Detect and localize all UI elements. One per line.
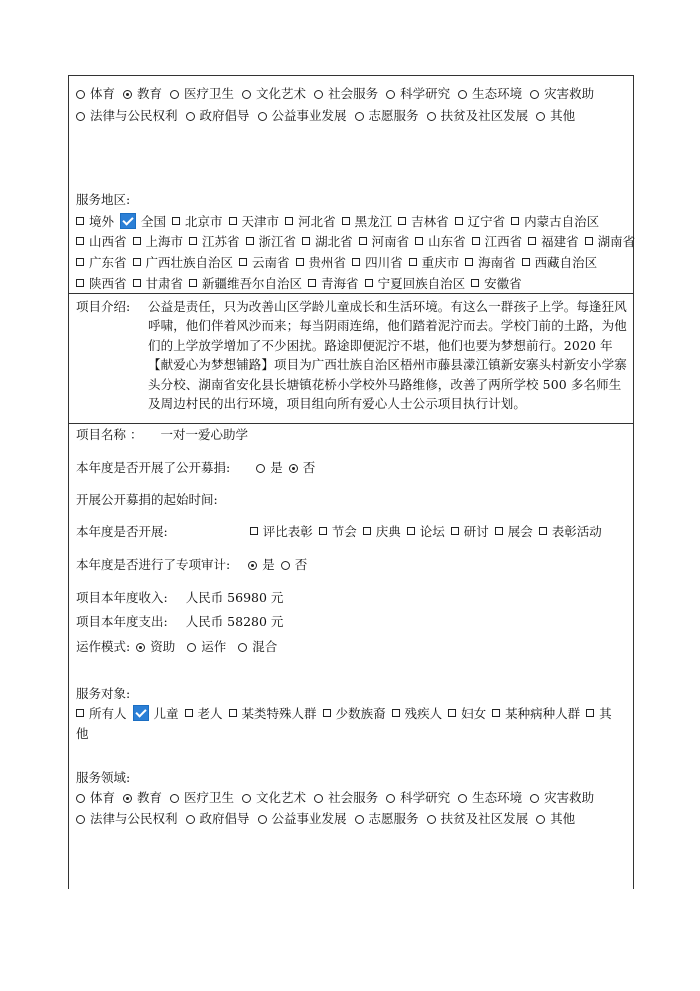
radio-label: 科学研究 (400, 86, 451, 101)
checkbox-label: 重庆市 (421, 255, 460, 270)
checkbox-icon (76, 237, 84, 245)
checkbox-option[interactable] (359, 234, 410, 250)
checkbox-option[interactable] (409, 255, 460, 271)
radio-option[interactable] (258, 811, 347, 827)
checkbox-label: 少数族裔 (335, 706, 386, 721)
checkbox-label: 河南省 (371, 234, 410, 249)
checkbox-option[interactable] (471, 276, 522, 292)
region-row (76, 213, 605, 230)
radio-icon (281, 561, 290, 570)
checkbox-option[interactable] (586, 706, 612, 722)
checkbox-icon (246, 237, 254, 245)
radio-label: 教育 (137, 790, 163, 805)
radio-label: 政府倡导 (199, 811, 250, 826)
radio-label: 是 (262, 557, 275, 572)
checkbox-option[interactable] (239, 255, 290, 271)
radio-icon (76, 112, 85, 121)
checkbox-icon (76, 279, 84, 287)
region-row (76, 255, 603, 271)
checkbox-option[interactable] (308, 276, 359, 292)
checkbox-label: 甘肃省 (145, 276, 184, 291)
intro-label: 项目介绍: (76, 299, 131, 314)
radio-label: 政府倡导 (199, 108, 250, 123)
fields-top-row2 (76, 108, 583, 124)
checkbox-label: 江苏省 (202, 234, 240, 249)
checkbox-icon (528, 237, 536, 245)
checkbox-label: 安徽省 (484, 276, 522, 291)
checkbox-option[interactable] (296, 255, 347, 271)
radio-icon (170, 90, 179, 99)
checkbox-icon (585, 237, 593, 245)
checkbox-option[interactable] (229, 214, 280, 230)
checkbox-option[interactable] (352, 255, 403, 271)
checkbox-icon (365, 279, 373, 287)
checkbox-icon (302, 237, 310, 245)
checkbox-option[interactable] (511, 214, 599, 230)
radio-label: 社会服务 (328, 790, 379, 805)
radio-icon (536, 112, 545, 121)
checkbox-icon (342, 217, 350, 225)
divider-project (68, 423, 633, 424)
radio-option[interactable] (248, 557, 275, 573)
checkbox-option[interactable] (229, 706, 317, 722)
checkbox-label: 全国 (141, 214, 167, 229)
checkbox-icon (495, 527, 503, 535)
checkbox-option[interactable] (189, 234, 240, 250)
checkbox-label: 山东省 (428, 234, 466, 249)
radio-label: 医疗卫生 (184, 86, 235, 101)
checkbox-option[interactable] (392, 706, 443, 722)
expense-label: 项目本年度支出: (76, 614, 168, 629)
radio-option[interactable] (170, 86, 234, 102)
checkbox-icon (189, 237, 197, 245)
checkbox-label: 浙江省 (258, 234, 297, 249)
radio-label: 文化艺术 (256, 790, 307, 805)
radio-icon (136, 643, 145, 652)
radio-icon (355, 815, 364, 824)
checkbox-option[interactable] (342, 214, 393, 230)
radio-label: 志愿服务 (368, 811, 419, 826)
radio-icon (238, 643, 247, 652)
checkbox-option[interactable] (76, 276, 127, 292)
checkbox-icon (133, 258, 141, 266)
radio-option[interactable] (170, 790, 234, 806)
radio-icon (258, 112, 267, 121)
radio-option[interactable] (530, 86, 594, 102)
radio-icon (76, 815, 85, 824)
income-row (76, 590, 283, 606)
checkbox-label: 表彰活动 (551, 524, 602, 539)
radio-icon (242, 90, 251, 99)
radio-option[interactable] (187, 639, 226, 655)
checkbox-label: 陕西省 (89, 276, 127, 291)
checkbox-label: 评比表彰 (262, 524, 313, 539)
checkbox-label: 云南省 (252, 255, 290, 270)
radio-label: 否 (302, 460, 316, 475)
checkbox-option[interactable] (495, 524, 533, 540)
checkbox-icon (471, 279, 479, 287)
checkbox-option[interactable] (363, 524, 401, 540)
fields-bottom-row1 (76, 790, 602, 806)
project-name-value: 一对一爱心助学 (160, 427, 248, 442)
radio-option[interactable] (238, 639, 277, 655)
radio-label: 法律与公民权利 (90, 108, 178, 123)
checkbox-label: 吉林省 (411, 214, 449, 229)
start-time-label: 开展公开募捐的起始时间: (76, 492, 218, 507)
checkbox-icon (359, 237, 367, 245)
project-name-label: 项目名称 ： (76, 427, 143, 442)
checkbox-label: 展会 (507, 524, 533, 539)
checkbox-label: 某类特殊人群 (241, 706, 317, 721)
radio-label: 科学研究 (400, 790, 451, 805)
radio-icon (76, 794, 85, 803)
radio-icon (427, 112, 436, 121)
radio-option[interactable] (281, 557, 308, 573)
checkbox-icon (250, 527, 258, 535)
checkbox-icon (455, 217, 463, 225)
audience-label: 服务对象: (76, 686, 131, 701)
audience-tail: 他 (76, 726, 89, 741)
radio-icon (170, 794, 179, 803)
checkbox-icon (398, 217, 406, 225)
checkbox-icon (76, 217, 84, 225)
checkbox-icon (511, 217, 519, 225)
radio-icon (242, 794, 251, 803)
project-name-row (76, 427, 248, 443)
checkbox-label: 某种病种人群 (505, 706, 581, 721)
checkbox-label: 研讨 (463, 524, 489, 539)
radio-option[interactable] (123, 790, 162, 806)
checkbox-icon (586, 709, 594, 717)
radio-label: 扶贫及社区发展 (440, 108, 529, 123)
radio-label: 社会服务 (328, 86, 379, 101)
radio-label: 公益事业发展 (271, 811, 347, 826)
checkbox-option[interactable] (415, 234, 466, 250)
radio-option[interactable] (289, 460, 316, 476)
radio-option[interactable] (186, 811, 250, 827)
checkbox-option[interactable] (302, 234, 353, 250)
radio-icon (123, 90, 132, 99)
checkbox-option[interactable] (250, 524, 313, 540)
radio-option[interactable] (242, 86, 306, 102)
checkbox-option[interactable] (120, 213, 166, 230)
radio-option[interactable] (355, 108, 419, 124)
checkbox-option[interactable] (448, 706, 486, 722)
checkbox-option[interactable] (407, 524, 445, 540)
checkbox-label: 内蒙古自治区 (524, 214, 600, 229)
checkbox-label: 广西壮族自治区 (145, 255, 234, 270)
checkbox-icon (539, 527, 547, 535)
public-fundraising-row (76, 460, 321, 476)
checkbox-icon (407, 527, 415, 535)
checkbox-option[interactable] (528, 234, 579, 250)
checkbox-label: 残疾人 (404, 706, 443, 721)
checkbox-icon (76, 258, 84, 266)
checkbox-option[interactable] (365, 276, 466, 292)
radio-icon (314, 794, 323, 803)
public-fundraising-label: 本年度是否开展了公开募捐: (76, 460, 231, 475)
checkbox-option[interactable] (455, 214, 506, 230)
radio-option[interactable] (427, 108, 529, 124)
checkbox-label: 贵州省 (308, 255, 347, 270)
checkbox-icon (448, 709, 456, 717)
checkbox-icon (409, 258, 417, 266)
radio-label: 扶贫及社区发展 (440, 811, 529, 826)
checkbox-icon (189, 279, 197, 287)
checkbox-icon (76, 709, 84, 717)
checkbox-label: 广东省 (89, 255, 127, 270)
checkbox-icon (229, 709, 237, 717)
checkbox-option[interactable] (522, 255, 598, 271)
radio-label: 医疗卫生 (184, 790, 235, 805)
radio-option[interactable] (314, 86, 378, 102)
radio-icon (530, 90, 539, 99)
radio-option[interactable] (536, 811, 575, 827)
radio-option[interactable] (123, 86, 162, 102)
checkbox-option[interactable] (323, 706, 386, 722)
checkbox-option[interactable] (76, 255, 127, 271)
checkbox-option[interactable] (319, 524, 357, 540)
checkbox-option[interactable] (133, 276, 184, 292)
checkbox-label: 论坛 (419, 524, 445, 539)
radio-icon (187, 643, 196, 652)
radio-label: 生态环境 (472, 86, 523, 101)
radio-icon (355, 112, 364, 121)
checkbox-label: 新疆维吾尔自治区 (202, 276, 303, 291)
checkbox-option[interactable] (189, 276, 302, 292)
radio-icon (123, 794, 132, 803)
top-border (68, 75, 633, 76)
expense-value: 人民币 58280 元 (185, 614, 284, 629)
radio-icon (289, 464, 298, 473)
radio-label: 灾害救助 (544, 86, 595, 101)
checkbox-label: 儿童 (153, 706, 179, 721)
checkbox-icon (296, 258, 304, 266)
region-row (76, 234, 641, 250)
checkbox-icon (185, 709, 193, 717)
checked-checkbox-icon (120, 213, 136, 229)
radio-label: 混合 (252, 639, 278, 654)
checkbox-label: 老人 (197, 706, 223, 721)
region-label: 服务地区: (76, 192, 131, 207)
fields-bottom-row2 (76, 811, 583, 827)
intro-text: 公益是责任，只为改善山区学龄儿童成长和生活环境。有这么一群孩子上学。每逢狂风呼啸，他们伴着风沙而来；每当阴雨连绵，他们踏着泥泞而去。学校门前的土路，为他们的上学放学增加了不少困扰。路途即便泥泞不堪，他们也要为梦想前行。2020 年 【献爱心为梦想铺路】项目为广西壮族自治区梧州市藤县濛江镇新安寨头村新安小学寨头分校、湖南省安化县长塘镇花桥小学校外马路维修，改善了两所学校 500 多名师生及周边村民的出行环境，项目组向所有爱心人士公示项目执行计划。 (148, 299, 627, 412)
audit-label: 本年度是否进行了专项审计: (76, 557, 231, 572)
radio-icon (458, 794, 467, 803)
checkbox-option[interactable] (76, 214, 114, 230)
radio-label: 公益事业发展 (271, 108, 347, 123)
checked-checkbox-icon (133, 705, 149, 721)
checkbox-label: 庆典 (375, 524, 401, 539)
checkbox-option[interactable] (285, 214, 336, 230)
checkbox-option[interactable] (246, 234, 297, 250)
radio-option[interactable] (76, 790, 115, 806)
checkbox-label: 天津市 (241, 214, 280, 229)
checkbox-label: 江西省 (484, 234, 523, 249)
radio-icon (386, 794, 395, 803)
radio-label: 是 (270, 460, 283, 475)
radio-option[interactable] (76, 86, 115, 102)
checkbox-label: 其 (599, 706, 612, 721)
checkbox-option[interactable] (398, 214, 449, 230)
checkbox-icon (229, 217, 237, 225)
checkbox-icon (172, 217, 180, 225)
checkbox-option[interactable] (465, 255, 516, 271)
form-frame (68, 75, 634, 889)
checkbox-label: 黑龙江 (354, 214, 393, 229)
radio-label: 资助 (150, 639, 176, 654)
radio-option[interactable] (458, 790, 522, 806)
mode-label: 运作模式: (76, 639, 131, 654)
radio-icon (186, 112, 195, 121)
radio-label: 体育 (90, 86, 116, 101)
checkbox-option[interactable] (472, 234, 523, 250)
radio-option[interactable] (76, 811, 178, 827)
checkbox-option[interactable] (585, 234, 636, 250)
checkbox-icon (239, 258, 247, 266)
radio-option[interactable] (258, 108, 347, 124)
radio-label: 生态环境 (472, 790, 523, 805)
radio-option[interactable] (76, 108, 178, 124)
audit-row (76, 557, 313, 573)
checkbox-option[interactable] (133, 705, 179, 722)
checkbox-option[interactable] (492, 706, 580, 722)
radio-option[interactable] (355, 811, 419, 827)
radio-icon (530, 794, 539, 803)
radio-label: 体育 (90, 790, 116, 805)
checkbox-option[interactable] (539, 524, 602, 540)
radio-icon (427, 815, 436, 824)
checkbox-icon (522, 258, 530, 266)
checkbox-icon (352, 258, 360, 266)
checkbox-option[interactable] (451, 524, 489, 540)
radio-option[interactable] (427, 811, 529, 827)
checkbox-label: 西藏自治区 (534, 255, 598, 270)
checkbox-icon (451, 527, 459, 535)
radio-option[interactable] (136, 639, 175, 655)
checkbox-icon (392, 709, 400, 717)
fields-top-row1 (76, 86, 602, 102)
checkbox-icon (465, 258, 473, 266)
checkbox-label: 所有人 (89, 706, 127, 721)
checkbox-option[interactable] (133, 234, 184, 250)
checkbox-label: 海南省 (478, 255, 516, 270)
checkbox-label: 北京市 (185, 214, 223, 229)
checkbox-icon (492, 709, 500, 717)
checkbox-icon (415, 237, 423, 245)
divider-intro (68, 293, 633, 294)
radio-label: 文化艺术 (256, 86, 307, 101)
income-value: 人民币 56980 元 (185, 590, 284, 605)
checkbox-label: 山西省 (89, 234, 127, 249)
checkbox-label: 境外 (89, 214, 115, 229)
events-row (76, 524, 608, 540)
radio-label: 教育 (137, 86, 163, 101)
checkbox-label: 四川省 (365, 255, 403, 270)
checkbox-option[interactable] (76, 234, 127, 250)
checkbox-label: 辽宁省 (467, 214, 506, 229)
checkbox-icon (285, 217, 293, 225)
checkbox-label: 福建省 (541, 234, 579, 249)
events-label: 本年度是否开展: (76, 524, 168, 539)
radio-icon (258, 815, 267, 824)
checkbox-label: 上海市 (145, 234, 184, 249)
checkbox-label: 青海省 (321, 276, 359, 291)
radio-label: 运作 (201, 639, 227, 654)
radio-icon (256, 464, 265, 473)
radio-icon (314, 90, 323, 99)
radio-option[interactable] (386, 86, 450, 102)
mode-row (76, 639, 289, 655)
checkbox-option[interactable] (185, 706, 223, 722)
checkbox-option[interactable] (133, 255, 234, 271)
fields-bottom-label: 服务领域: (76, 770, 131, 785)
radio-label: 灾害救助 (544, 790, 595, 805)
checkbox-icon (308, 279, 316, 287)
checkbox-icon (133, 279, 141, 287)
radio-icon (76, 90, 85, 99)
radio-option[interactable] (536, 108, 575, 124)
radio-label: 其他 (550, 811, 576, 826)
radio-icon (536, 815, 545, 824)
checkbox-icon (319, 527, 327, 535)
checkbox-icon (363, 527, 371, 535)
checkbox-label: 节会 (331, 524, 357, 539)
radio-icon (186, 815, 195, 824)
region-row (76, 276, 528, 292)
radio-icon (248, 561, 257, 570)
radio-label: 志愿服务 (368, 108, 419, 123)
checkbox-label: 宁夏回族自治区 (377, 276, 466, 291)
checkbox-icon (323, 709, 331, 717)
checkbox-icon (472, 237, 480, 245)
radio-icon (386, 90, 395, 99)
checkbox-icon (133, 237, 141, 245)
radio-label: 法律与公民权利 (90, 811, 178, 826)
radio-label: 否 (294, 557, 308, 572)
radio-option[interactable] (530, 790, 594, 806)
income-label: 项目本年度收入: (76, 590, 168, 605)
radio-option[interactable] (314, 790, 378, 806)
checkbox-label: 湖北省 (315, 234, 353, 249)
checkbox-option[interactable] (172, 214, 223, 230)
checkbox-label: 河北省 (298, 214, 336, 229)
radio-option[interactable] (256, 460, 283, 476)
radio-option[interactable] (458, 86, 522, 102)
checkbox-option[interactable] (76, 706, 127, 722)
radio-label: 其他 (550, 108, 576, 123)
checkbox-label: 妇女 (461, 706, 487, 721)
checkbox-label: 湖南省 (597, 234, 636, 249)
audience-row (76, 705, 618, 722)
radio-option[interactable] (186, 108, 250, 124)
radio-option[interactable] (386, 790, 450, 806)
radio-icon (458, 90, 467, 99)
expense-row (76, 614, 283, 630)
radio-option[interactable] (242, 790, 306, 806)
